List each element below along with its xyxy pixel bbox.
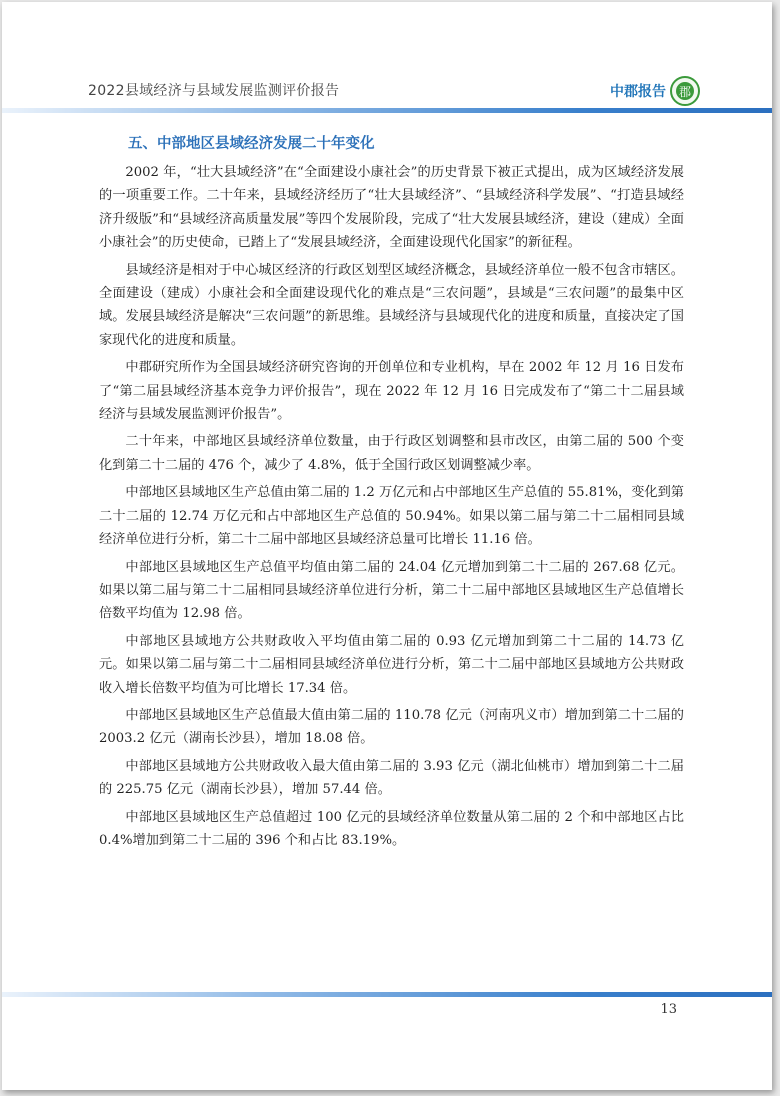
document-page <box>2 2 772 1090</box>
header-divider <box>2 108 772 113</box>
paragraph: 中部地区县域地区生产总值超过 100 亿元的县域经济单位数量从第二届的 2 个和中部地区占比 0.4%增加到第二十二届的 396 个和占比 83.19%。 <box>99 809 684 848</box>
brand-name: 中郡报告 <box>610 84 666 100</box>
paragraph: 县域经济是相对于中心城区经济的行政区划型区域经济概念，县域经济单位一般不包含市辖区。全面建设（建成）小康社会和全面建设现代化的难点是“三农问题”，县域是“三农问题”的最集中区域。发展县域经济是解决“三农问题”的新思维。县域经济与县域现代化的进度和质量，直接决定了国家现代化的进度和质量。 <box>99 262 684 348</box>
footer-divider <box>2 992 772 997</box>
page-number: 13 <box>660 1002 677 1017</box>
paragraph: 中郡研究所作为全国县域经济研究咨询的开创单位和专业机构，早在 2002 年 12 月 16 日发布了“第二届县域经济基本竞争力评价报告”，现在 2022 年 12 月 16 日完成发布了“第二十二届县域经济与县域发展监测评价报告”。 <box>99 360 684 423</box>
paragraph: 2002 年，“壮大县域经济”在“全面建设小康社会”的历史背景下被正式提出，成为区域经济发展的一项重要工作。二十年来，县域经济经历了“壮大县域经济”、“县域经济科学发展”、“打造县域经济升级版”和“县域经济高质量发展”等四个发展阶段，完成了“壮大发展县域经济，建设（建成）全面小康社会”的历史使命，已踏上了“发展县域经济，全面建设现代化国家”的新征程。 <box>99 165 684 251</box>
section-heading: 五、中部地区县域经济发展二十年变化 <box>128 136 375 152</box>
brand-seal-char: 郡 <box>676 82 694 100</box>
paragraph: 二十年来，中部地区县域经济单位数量，由于行政区划调整和县市改区，由第二届的 500 个变化到第二十二届的 476 个，减少了 4.8%，低于全国行政区划调整减少率。 <box>99 434 684 473</box>
paragraph: 中部地区县域地区生产总值由第二届的 1.2 万亿元和占中部地区生产总值的 55.81%，变化到第二十二届的 12.74 万亿元和占中部地区生产总值的 50.94%。如果以第二届与第二十二届相同县域经济单位进行分析，第二十二届中部地区县域经济总量可比增长 11.16 倍。 <box>99 485 684 548</box>
paragraph: 中部地区县域地区生产总值最大值由第二届的 110.78 亿元（河南巩义市）增加到第二十二届的 2003.2 亿元（湖南长沙县），增加 18.08 倍。 <box>99 707 684 747</box>
brand <box>610 76 700 106</box>
report-title: 2022县域经济与县域发展监测评价报告 <box>88 83 340 99</box>
main-content <box>99 131 684 856</box>
paragraph: 中部地区县域地区生产总值平均值由第二届的 24.04 亿元增加到第二十二届的 267.68 亿元。如果以第二届与第二十二届相同县域经济单位进行分析，第二十二届中部地区县域地区生产总值增长倍数平均值为 12.98 倍。 <box>99 559 684 622</box>
paragraph: 中部地区县域地方公共财政收入平均值由第二届的 0.93 亿元增加到第二十二届的 14.73 亿元。如果以第二届与第二十二届相同县域经济单位进行分析，第二十二届中部地区县域地方公共财政收入增长倍数平均值为可比增长 17.34 倍。 <box>99 633 684 696</box>
brand-logo-icon <box>670 76 700 106</box>
paragraph: 中部地区县域地方公共财政收入最大值由第二届的 3.93 亿元（湖北仙桃市）增加到第二十二届的 225.75 亿元（湖南长沙县），增加 57.44 倍。 <box>99 758 684 798</box>
